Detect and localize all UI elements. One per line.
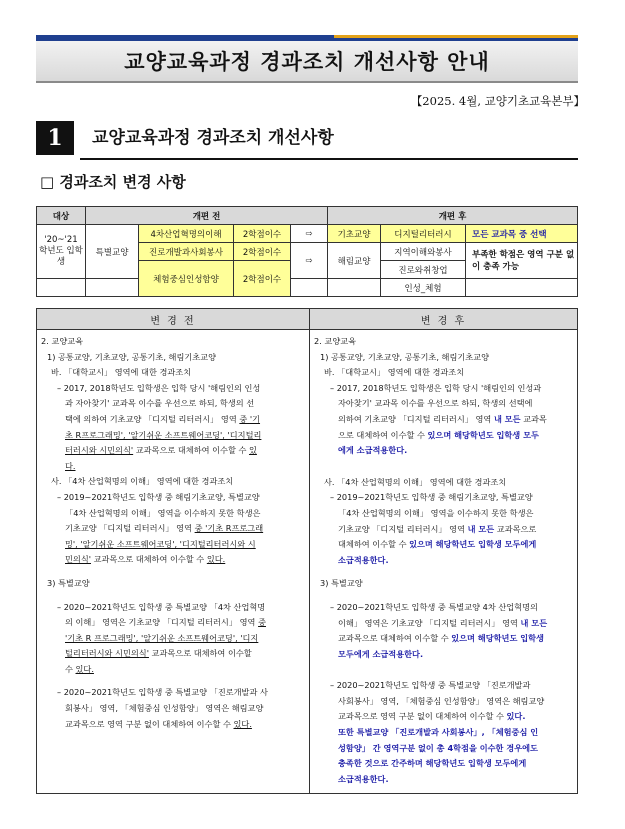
- spacer: [314, 459, 573, 475]
- title-banner: [36, 38, 578, 83]
- arrow: ⇨: [291, 225, 328, 243]
- highlighted-text: 내 모든: [493, 413, 521, 424]
- text-line: – 2020~2021학년도 입학생 중 특별교양 「진로개발과: [330, 680, 531, 691]
- section-title: 교양교육과정 경과조치 개선사항: [92, 128, 334, 148]
- before-credit: 2학점이수: [234, 225, 291, 243]
- highlighted-text: 있으며 해당학년도 입학생: [451, 633, 544, 644]
- after-note: 모든 교과목 중 선택: [466, 225, 578, 243]
- before-credit: 2학점이수: [234, 243, 291, 261]
- dateline: 【2025. 4월, 교양기초교육본부】: [410, 94, 585, 108]
- text-line: [314, 709, 573, 725]
- after-category-spacer: [328, 279, 381, 297]
- target-spacer: [37, 279, 86, 297]
- text-line: – 2020~2021학년도 입학생 중 특별교양 「진로개발과 사: [57, 687, 268, 698]
- category-spacer: [86, 279, 139, 297]
- text-line: – 2019~2021학년도 입학생 중 해림기초교양, 특별교양: [57, 491, 260, 502]
- text-line: 자아찾기' 교과목 이수를 우선으로 하되, 학생의 선택에: [338, 398, 533, 409]
- before-category: 특별교양: [86, 225, 139, 279]
- highlighted-text: 있다.: [506, 711, 526, 722]
- text-line: 소급적용한다.: [338, 554, 389, 565]
- text-span: 교과목으로 대체하여 이수할: [148, 648, 252, 659]
- before-course: 체험중심인성함양: [139, 261, 234, 297]
- text-span: 기초교양 「디지털 리터러시」 영역: [338, 523, 468, 534]
- header-after: 개편 후: [328, 207, 578, 225]
- text-line: 3) 특별교양: [320, 578, 363, 589]
- after-category: 해림교양: [328, 243, 381, 279]
- after-category: 기초교양: [328, 225, 381, 243]
- text-line: 성함양」 간 영역구분 없이 총 4학점을 이수한 경우에도: [338, 742, 538, 753]
- text-line: [314, 616, 573, 632]
- text-line: 바. 「대학교시」 영역에 대한 경과조치: [51, 367, 192, 378]
- spacer: [41, 592, 305, 600]
- spacer: [314, 662, 573, 678]
- text-line: [41, 615, 305, 631]
- text-line: 바. 「대학교시」 영역에 대한 경과조치: [324, 367, 465, 378]
- text-line: [41, 646, 305, 662]
- header-target: 대상: [37, 207, 86, 225]
- underlined-text: 중 '기초 R프로그래: [194, 523, 264, 534]
- arrow-spacer: [291, 279, 328, 297]
- text-line: 2. 교양교육: [314, 336, 357, 346]
- text-line: 초 R프로그래밍', '알기쉬운 소프트웨어코딩', '디지털리: [65, 429, 262, 440]
- after-area: 지역이해와봉사: [381, 243, 466, 261]
- underlined-text: 민의식': [65, 554, 91, 565]
- underlined-text: 있다.: [75, 663, 94, 674]
- spacer: [314, 568, 573, 576]
- header-before: 개편 전: [86, 207, 328, 225]
- text-line: 「4차 산업혁명의 이해」 영역을 이수하지 못한 학생은: [338, 507, 534, 518]
- underlined-text: 중: [258, 617, 266, 628]
- text-line: – 2020~2021학년도 입학생 중 특별교양 「4차 산업혁명: [57, 601, 266, 612]
- text-line: 사회봉사」 영역, 「체험중심 인성함양」 영역은 해림교양: [338, 695, 545, 706]
- highlighted-text: 내 모든: [467, 523, 495, 534]
- underlined-text: 있다.: [206, 554, 226, 565]
- text-line: [41, 443, 305, 459]
- before-credit: 2학점이수: [234, 261, 291, 297]
- text-line: 사. 「4차 산업혁명의 이해」 영역에 대한 경과조치: [51, 476, 234, 487]
- after-note: 부족한 학점은 영역 구분 없이 충족 가능: [466, 243, 578, 279]
- text-line: 밍', '알기쉬운 소프트웨어코딩', '디지털리터러시와 시: [65, 538, 256, 549]
- text-line: 소급적용한다.: [338, 773, 389, 784]
- underlined-text: 있다.: [233, 718, 252, 729]
- spacer: [314, 592, 573, 600]
- text-span: 택에 의하여 기초교양 「디지털 리터러시」 영역: [65, 413, 240, 424]
- section-divider: [80, 158, 578, 160]
- highlighted-text: 내 모든: [520, 617, 548, 628]
- text-span: 기초교양 「디지털 리터러시」 영역: [65, 523, 195, 534]
- text-line: 1) 공통교양, 기초교양, 공통기초, 해림기초교양: [47, 351, 216, 362]
- text-line: – 2017, 2018학년도 입학생은 입학 당시 '해림인의 인성: [57, 382, 261, 393]
- text-span: 의 이해」 영역은 기초교양 「디지털 리터러시」 영역: [65, 617, 259, 628]
- text-span: 이해」 영역은 기초교양 「디지털 리터러시」 영역: [338, 617, 521, 628]
- text-line: [314, 537, 573, 553]
- after-area: 인성_체험: [381, 279, 466, 297]
- text-span: 교과목으로 영역 구분 없이 대체하여 이수할 수: [65, 718, 234, 729]
- subheading: □ 경과조치 변경 사항: [40, 173, 186, 191]
- text-span: 대체하여 이수할 수: [338, 539, 410, 550]
- text-line: [41, 412, 305, 428]
- text-span: 교과목으로 대체하여 이수할 수: [133, 445, 249, 456]
- underlined-text: 터러시와 시민의식': [65, 445, 134, 456]
- text-line: 에게 소급적용한다.: [338, 445, 408, 456]
- text-line: [314, 412, 573, 428]
- text-span: 교과목: [520, 413, 547, 424]
- text-line: – 2017, 2018학년도 입학생은 입학 당시 '해림인의 인성과: [330, 382, 542, 393]
- text-line: [41, 521, 305, 537]
- text-line: [314, 428, 573, 444]
- section-number: 1: [36, 121, 74, 155]
- compare-after-cell: [310, 330, 578, 794]
- spacer: [41, 677, 305, 685]
- text-line: – 2020~2021학년도 입학생 중 특별교양 4차 산업혁명의: [330, 601, 538, 612]
- arrow: ⇨: [291, 243, 328, 279]
- text-line: [41, 552, 305, 568]
- text-line: '기초 R 프로그래밍', '알기쉬운 소프트웨어코딩', '디지: [65, 632, 259, 643]
- text-span: 으로 대체하여 이수할 수: [338, 429, 428, 440]
- text-line: 충족한 것으로 간주하며 해당학년도 입학생 모두에게: [338, 758, 527, 769]
- underlined-text: 있: [248, 445, 257, 456]
- underlined-text: 털리터러시와 시민의식': [65, 648, 149, 659]
- summary-table: [36, 206, 578, 297]
- before-course: 4차산업혁명의이해: [139, 225, 234, 243]
- text-span: 교과목으로 대체하여 이수할 수: [90, 554, 207, 565]
- text-line: 다.: [65, 460, 76, 471]
- spacer: [41, 568, 305, 576]
- text-line: 회봉사」 영역, 「체험중심 인성함양」 영역은 해림교양: [65, 703, 264, 714]
- underlined-text: 중 '기: [239, 413, 261, 424]
- compare-table: [36, 308, 578, 794]
- before-course: 진로개발과사회봉사: [139, 243, 234, 261]
- text-line: [314, 631, 573, 647]
- note-spacer: [466, 279, 578, 297]
- text-line: 사. 「4차 산업혁명의 이해」 영역에 대한 경과조치: [324, 476, 507, 487]
- text-line: 2. 교양교육: [41, 336, 84, 346]
- text-line: 모두에게 소급적용한다.: [338, 648, 424, 659]
- highlighted-text: 있으며 해당학년도 입학생 모두에게: [409, 539, 537, 550]
- highlighted-text: 있으며 해당학년도 입학생 모두: [427, 429, 539, 440]
- compare-header-before: 변 경 전: [37, 309, 310, 330]
- page-title: 교양교육과정 경과조치 개선사항 안내: [124, 50, 490, 74]
- target-year: '20~'21 학년도 입학생: [37, 225, 86, 279]
- text-line: 과 자아찾기' 교과목 이수를 우선으로 하되, 학생의 선: [65, 398, 255, 409]
- text-span: 수: [65, 663, 76, 674]
- after-area: 진로와취창업: [381, 261, 466, 279]
- text-line: [314, 522, 573, 538]
- text-line: 1) 공통교양, 기초교양, 공통기초, 해림기초교양: [320, 351, 489, 362]
- compare-header-after: 변 경 후: [310, 309, 578, 330]
- text-line: [41, 662, 305, 678]
- text-line: [41, 717, 305, 733]
- text-line: 또한 특별교양 「진로개발과 사회봉사」, 「체험중심 인: [338, 727, 539, 738]
- compare-before-cell: [37, 330, 310, 794]
- text-line: 3) 특별교양: [47, 577, 90, 588]
- text-span: 교과목으로: [494, 523, 537, 534]
- text-span: 교과목으로 영역 구분 없이 대체하여 이수할 수: [338, 711, 507, 722]
- text-line: 「4차 산업혁명의 이해」 영역을 이수하지 못한 학생은: [65, 507, 261, 518]
- text-span: 교과목으로 대체하여 이수할 수: [338, 633, 452, 644]
- text-line: – 2019~2021학년도 입학생 중 해림기초교양, 특별교양: [330, 492, 533, 503]
- text-span: 의하여 기초교양 「디지털 리터러시」 영역: [338, 413, 494, 424]
- after-area: 디지털리터러시: [381, 225, 466, 243]
